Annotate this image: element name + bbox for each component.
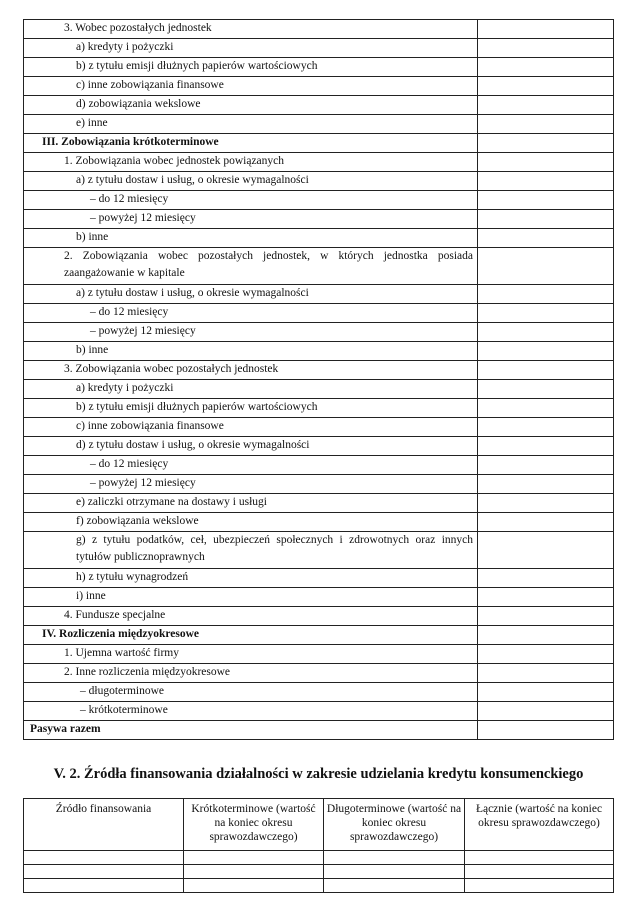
table-row [24,361,614,380]
value-cell[interactable] [478,418,614,437]
value-cell[interactable] [478,437,614,456]
value-cell[interactable] [478,153,614,172]
empty-cell[interactable] [324,865,465,879]
row-label-text: IV. Rozliczenia międzyokresowe [42,628,200,640]
header-total: Łącznie (wartość na koniec okresu sprawozdawczego) [465,799,614,851]
row-label [24,418,478,437]
value-cell[interactable] [478,210,614,229]
value-cell[interactable] [478,645,614,664]
row-label [24,626,478,645]
row-label [24,342,478,361]
table-row [24,683,614,702]
value-cell[interactable] [478,702,614,721]
value-cell[interactable] [478,191,614,210]
row-label [24,248,478,285]
row-label [24,399,478,418]
table-row [24,664,614,683]
row-label [24,494,478,513]
value-cell[interactable] [478,248,614,285]
value-cell[interactable] [478,683,614,702]
row-label-text: 3. Zobowiązania wobec pozostałych jednostek [64,363,279,375]
row-label-text: – do 12 miesięcy [90,193,169,205]
table-row [24,191,614,210]
liabilities-table [23,19,614,740]
row-label [24,645,478,664]
row-label-text: – powyżej 12 miesięcy [90,212,196,224]
value-cell[interactable] [478,664,614,683]
table-row [24,285,614,304]
row-label [24,456,478,475]
row-label-text: a) z tytułu dostaw i usług, o okresie wymagalności [76,287,309,299]
row-label-text: – powyżej 12 miesięcy [90,325,196,337]
row-label [24,721,478,740]
section-title: V. 2. Źródła finansowania działalności w zakresie udzielania kredytu konsumenckiego [53,766,584,782]
value-cell[interactable] [478,96,614,115]
table-row [24,304,614,323]
row-label-text: b) inne [76,231,109,243]
empty-cell[interactable] [465,879,614,893]
empty-cell[interactable] [324,879,465,893]
row-label [24,304,478,323]
row-label-text: a) kredyty i pożyczki [76,382,174,394]
table-row [24,134,614,153]
value-cell[interactable] [478,532,614,569]
value-cell[interactable] [478,513,614,532]
value-cell[interactable] [478,626,614,645]
table-row [24,456,614,475]
table-row [24,494,614,513]
value-cell[interactable] [478,456,614,475]
row-label-text: e) zaliczki otrzymane na dostawy i usługi [76,496,267,508]
row-label-text: – powyżej 12 miesięcy [90,477,196,489]
table-row [24,153,614,172]
row-label [24,323,478,342]
table-row [24,172,614,191]
value-cell[interactable] [478,569,614,588]
row-label-text: 2. Inne rozliczenia międzyokresowe [64,666,231,678]
row-label [24,172,478,191]
table-row [24,342,614,361]
table-row [24,851,614,865]
row-label-text: – do 12 miesięcy [90,458,169,470]
table-row [24,513,614,532]
table-row [24,115,614,134]
row-label-text: – do 12 miesięcy [90,306,169,318]
value-cell[interactable] [478,39,614,58]
table-row [24,865,614,879]
row-label [24,285,478,304]
row-label-text: d) z tytułu dostaw i usług, o okresie wymagalności [76,439,310,451]
row-label [24,20,478,39]
value-cell[interactable] [478,285,614,304]
value-cell[interactable] [478,588,614,607]
row-label [24,380,478,399]
table-row [24,323,614,342]
table-row [24,588,614,607]
empty-cell[interactable] [465,865,614,879]
table-row [24,607,614,626]
empty-cell[interactable] [24,851,184,865]
header-source: Źródło finansowania [24,799,184,851]
row-label-text: f) zobowiązania wekslowe [76,515,199,527]
row-label [24,588,478,607]
table-row [24,399,614,418]
value-cell[interactable] [478,77,614,96]
value-cell[interactable] [478,475,614,494]
row-label-text: b) z tytułu emisji dłużnych papierów wartościowych [76,60,318,72]
value-cell[interactable] [478,134,614,153]
row-label [24,664,478,683]
row-label [24,58,478,77]
header-short-term: Krótkoterminowe (wartość na koniec okresu sprawozdawczego) [184,799,324,851]
table-row [24,96,614,115]
empty-cell[interactable] [184,879,324,893]
financing-sources-table [23,798,614,893]
row-label-text: b) z tytułu emisji dłużnych papierów wartościowych [76,401,318,413]
empty-cell[interactable] [24,879,184,893]
row-label-text: d) zobowiązania wekslowe [76,98,201,110]
row-label-text: i) inne [76,590,106,602]
value-cell[interactable] [478,20,614,39]
table-row [24,418,614,437]
table-row [24,20,614,39]
row-label [24,702,478,721]
row-label [24,134,478,153]
value-cell[interactable] [478,342,614,361]
value-cell[interactable] [478,361,614,380]
table-row [24,702,614,721]
row-label-text: h) z tytułu wynagrodzeń [76,571,189,583]
empty-cell[interactable] [465,851,614,865]
row-label-text: c) inne zobowiązania finansowe [76,79,224,91]
row-label-text: – krótkoterminowe [80,704,168,716]
table-row [24,77,614,96]
table-row [24,645,614,664]
row-label [24,153,478,172]
row-label-text: III. Zobowiązania krótkoterminowe [42,136,219,148]
row-label [24,210,478,229]
row-label [24,569,478,588]
value-cell[interactable] [478,607,614,626]
row-label [24,683,478,702]
row-label [24,437,478,456]
row-label-text: g) z tytułu podatków, ceł, ubezpieczeń społecznych i zdrowotnych oraz innych tytułów publicznoprawnych [76,534,473,563]
table-row [24,626,614,645]
value-cell[interactable] [478,304,614,323]
row-label-text: 3. Wobec pozostałych jednostek [64,22,212,34]
row-label [24,229,478,248]
table-row [24,58,614,77]
value-cell[interactable] [478,721,614,740]
row-label-text: 1. Ujemna wartość firmy [64,647,179,659]
row-label [24,39,478,58]
row-label [24,115,478,134]
row-label [24,361,478,380]
table-row [24,879,614,893]
row-label-text: a) z tytułu dostaw i usług, o okresie wymagalności [76,174,309,186]
table-row [24,475,614,494]
value-cell[interactable] [478,323,614,342]
table-row [24,229,614,248]
table-row [24,248,614,285]
empty-cell[interactable] [24,865,184,879]
row-label-text: – długoterminowe [80,685,164,697]
row-label [24,607,478,626]
row-label-text: 4. Fundusze specjalne [64,609,166,621]
row-label [24,532,478,569]
row-label-text: Pasywa razem [30,723,101,735]
value-cell[interactable] [478,172,614,191]
row-label-text: c) inne zobowiązania finansowe [76,420,224,432]
table-row [24,569,614,588]
empty-cell[interactable] [184,851,324,865]
value-cell[interactable] [478,399,614,418]
table-row [24,210,614,229]
table-row [24,721,614,740]
table-row [24,39,614,58]
empty-cell[interactable] [184,865,324,879]
value-cell[interactable] [478,115,614,134]
value-cell[interactable] [478,380,614,399]
header-long-term: Długoterminowe (wartość na koniec okresu sprawozdawczego) [324,799,465,851]
row-label-text: b) inne [76,344,109,356]
table-row [24,380,614,399]
row-label [24,96,478,115]
empty-cell[interactable] [324,851,465,865]
row-label [24,513,478,532]
row-label-text: a) kredyty i pożyczki [76,41,174,53]
table-row [24,532,614,569]
value-cell[interactable] [478,494,614,513]
row-label-text: 2. Zobowiązania wobec pozostałych jednostek, w których jednostka posiada zaangażowanie w kapitale [64,250,473,279]
table-row [24,437,614,456]
value-cell[interactable] [478,58,614,77]
row-label-text: e) inne [76,117,108,129]
row-label [24,191,478,210]
row-label [24,475,478,494]
row-label [24,77,478,96]
value-cell[interactable] [478,229,614,248]
row-label-text: 1. Zobowiązania wobec jednostek powiązanych [64,155,285,167]
